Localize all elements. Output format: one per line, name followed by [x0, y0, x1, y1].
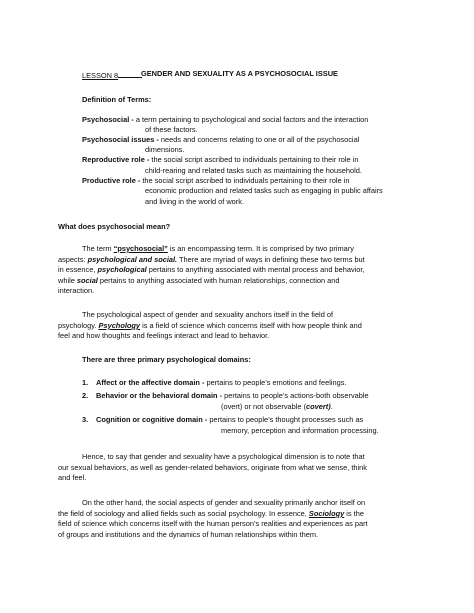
paragraph-line: Hence, to say that gender and sexuality have a psychological dimension is to note that — [82, 452, 365, 461]
paragraph-line: psychology. Psychology is a field of science which concerns itself with how people think and — [58, 321, 362, 330]
paragraph-line: and feel. — [58, 473, 87, 482]
list-item: 2. Behavior or the behavioral domain - pertains to people’s actions-both observable — [82, 391, 369, 400]
definition-term: Psychosocial issues - — [82, 135, 159, 144]
paragraph-line: feel and how thoughts and feelings interact and lead to behavior. — [58, 331, 270, 340]
term-psychosocial: “psychosocial” — [113, 244, 168, 253]
paragraph-line: aspects: psychological and social. There are myriad of ways in defining these two terms but — [58, 255, 365, 264]
definition-continuation: of these factors. — [145, 125, 198, 134]
paragraph-line: in essence, psychological pertains to anything associated with mental process and behavior, — [58, 265, 365, 274]
paragraph-line: our sexual behaviors, as well as gender-related behaviors, originate from what we sense, think — [58, 463, 367, 472]
paragraph-line: On the other hand, the social aspects of gender and sexuality primarily anchor itself on — [82, 498, 366, 507]
paragraph-line: The psychological aspect of gender and sexuality anchors itself in the field of — [82, 310, 334, 319]
paragraph-line: interaction. — [58, 286, 95, 295]
domains-heading: There are three primary psychological domains: — [82, 355, 251, 364]
list-item: 1. Affect or the affective domain - pertains to people’s emotions and feelings. — [82, 378, 347, 387]
paragraph-line: of groups and institutions and the dynamics of human relationships within them. — [58, 530, 319, 539]
term-psychology: Psychology — [98, 321, 141, 330]
paragraph-line: The term “psychosocial” is an encompassing term. It is comprised by two primary — [82, 244, 354, 253]
definition-continuation: and living in the world of work. — [145, 197, 245, 206]
paragraph-line: while social pertains to anything associated with human relationships, connection and — [58, 276, 340, 285]
definition-item: Psychosocial - a term pertaining to psychological and social factors and the interaction — [82, 115, 369, 124]
lesson-number: LESSON 8 — [82, 71, 119, 80]
definition-term: Reproductive role - — [82, 155, 150, 164]
definition-item: Psychosocial issues - needs and concerns relating to one or all of the psychosocial — [82, 135, 360, 144]
section-heading: What does psychosocial mean? — [58, 222, 171, 231]
list-item-continuation: memory, perception and information processing. — [221, 426, 379, 435]
term-sociology: Sociology — [308, 509, 345, 518]
definition-continuation: dimensions. — [145, 145, 185, 154]
lesson-underline — [118, 69, 142, 78]
page-title: GENDER AND SEXUALITY AS A PSYCHOSOCIAL ISSUE — [141, 69, 338, 78]
lesson-header — [82, 69, 142, 81]
definitions-heading: Definition of Terms: — [82, 95, 152, 104]
paragraph-line: the field of sociology and allied fields such as social psychology. In essence, Sociology is the — [58, 509, 364, 518]
definition-item: Reproductive role - the social script ascribed to individuals pertaining to their role in — [82, 155, 359, 164]
definition-term: Productive role - — [82, 176, 141, 185]
definition-term: Psychosocial - — [82, 115, 134, 124]
paragraph-line: field of science which concerns itself with the human person’s realities and experiences as part — [58, 519, 368, 528]
list-item-continuation: (overt) or not observable (covert). — [221, 402, 333, 411]
definition-continuation: economic production and related tasks such as engaging in public affairs — [145, 186, 383, 195]
list-item: 3. Cognition or cognitive domain - pertains to people’s thought processes such as — [82, 415, 364, 424]
definition-item: Productive role - the social script ascribed to individuals pertaining to their role in — [82, 176, 350, 185]
definition-continuation: child-rearing and related tasks such as maintaining the household. — [145, 166, 362, 175]
